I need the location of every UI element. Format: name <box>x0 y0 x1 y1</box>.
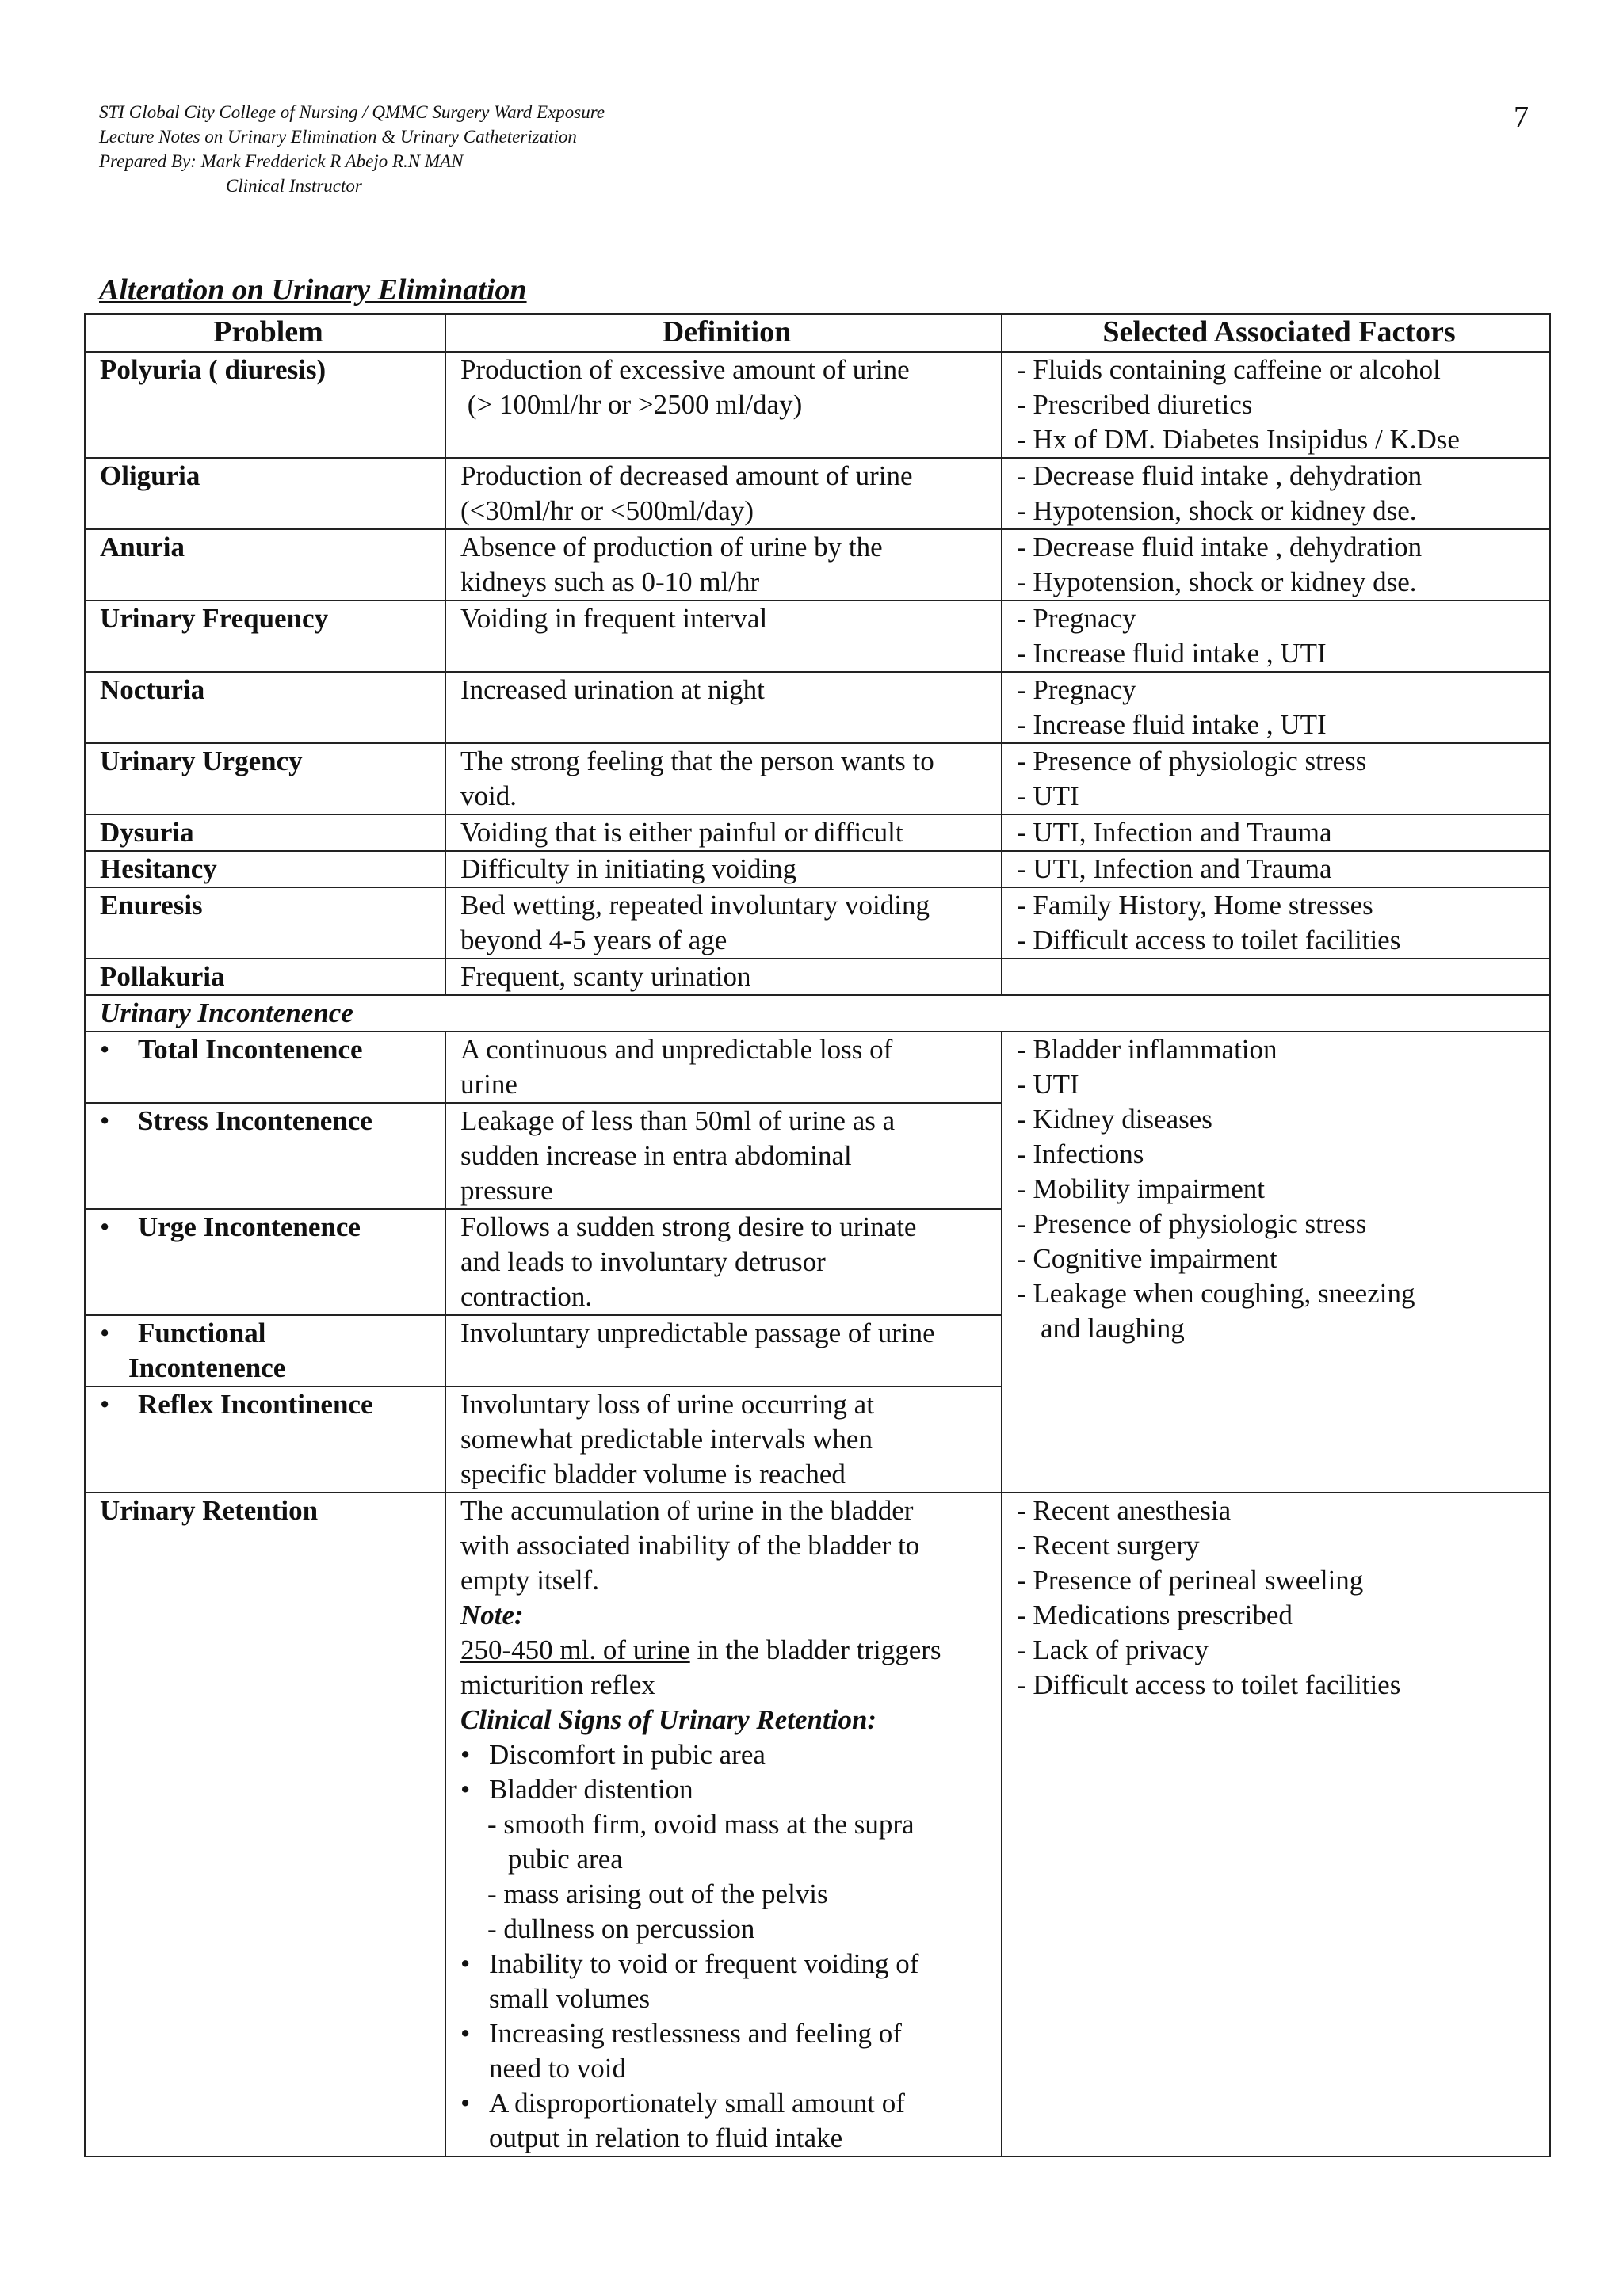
table-row <box>85 995 1550 1032</box>
problem-cell: Dysuria <box>85 814 445 851</box>
definition-line: (> 100ml/hr or >2500 ml/day) <box>460 389 803 420</box>
sign-text: Discomfort in pubic area <box>489 1739 766 1770</box>
definition-line: sudden increase in entra abdominal <box>460 1140 852 1171</box>
factor-line: - Fluids containing caffeine or alcohol <box>1017 354 1441 385</box>
sign-subline: - mass arising out of the pelvis <box>487 1878 828 1909</box>
sign-subline: - smooth firm, ovoid mass at the supra <box>487 1809 915 1840</box>
problem-cell: Polyuria ( diuresis) <box>85 352 445 458</box>
sign-text: output in relation to fluid intake <box>489 2122 843 2153</box>
table-row <box>85 1032 1550 1103</box>
sign-subline: pubic area <box>508 1844 623 1875</box>
problem-cell <box>85 1032 445 1103</box>
problem-cell <box>85 1386 445 1493</box>
definition-line: somewhat predictable intervals when <box>460 1424 873 1455</box>
factor-line: - Recent surgery <box>1017 1530 1200 1561</box>
definition-cell <box>445 887 1002 959</box>
sign-item <box>460 1772 993 1807</box>
definition-cell <box>445 458 1002 529</box>
factor-line: - UTI <box>1017 1069 1079 1100</box>
factor-line: - Hypotension, shock or kidney dse. <box>1017 495 1417 526</box>
problem-cell: Anuria <box>85 529 445 601</box>
table-row <box>85 887 1550 959</box>
factor-line: - Leakage when coughing, sneezing <box>1017 1278 1415 1309</box>
factor-line: - Medications prescribed <box>1017 1600 1293 1630</box>
table-row <box>85 851 1550 887</box>
sign-text: Inability to void or frequent voiding of <box>489 1948 919 1979</box>
signs-title: Clinical Signs of Urinary Retention: <box>460 1704 877 1735</box>
definition-cell <box>445 352 1002 458</box>
note-rest: in the bladder triggers <box>689 1634 941 1665</box>
table-row <box>85 1493 1550 2157</box>
problem-cell: Pollakuria <box>85 959 445 995</box>
problem-label: Incontenence <box>128 1352 286 1383</box>
factors-cell <box>1002 959 1550 995</box>
factor-line: - Lack of privacy <box>1017 1634 1209 1665</box>
factor-line: - Difficult access to toilet facilities <box>1017 1669 1401 1700</box>
definition-line: pressure <box>460 1175 553 1206</box>
definition-line: The accumulation of urine in the bladder <box>460 1495 914 1526</box>
factor-line: - Cognitive impairment <box>1017 1243 1277 1274</box>
sign-text: A disproportionately small amount of <box>489 2088 905 2119</box>
note-label: Note: <box>460 1600 524 1630</box>
table-header-row <box>85 314 1550 352</box>
sign-item <box>460 2016 993 2051</box>
problem-cell <box>85 1103 445 1209</box>
definition-cell <box>445 814 1002 851</box>
definition-cell <box>445 851 1002 887</box>
definition-line: The strong feeling that the person wants to <box>460 746 934 776</box>
factor-line: - Decrease fluid intake , dehydration <box>1017 532 1423 563</box>
table-row <box>85 352 1550 458</box>
definition-line: Voiding that is either painful or difficult <box>460 817 903 848</box>
definition-line: and leads to involuntary detrusor <box>460 1246 826 1277</box>
definition-cell <box>445 743 1002 814</box>
factor-line: - Presence of perineal sweeling <box>1017 1565 1364 1596</box>
factors-cell <box>1002 601 1550 672</box>
table-row <box>85 601 1550 672</box>
definition-cell <box>445 959 1002 995</box>
sign-item <box>460 1737 993 1772</box>
factor-line: - Decrease fluid intake , dehydration <box>1017 460 1423 491</box>
definition-line: specific bladder volume is reached <box>460 1459 846 1489</box>
bullet-icon: • <box>100 1105 110 1136</box>
factors-cell <box>1002 1493 1550 2157</box>
factor-line: - Hx of DM. Diabetes Insipidus / K.Dse <box>1017 424 1460 455</box>
definition-line: Production of decreased amount of urine <box>460 460 913 491</box>
bullet-icon: • <box>460 1739 471 1770</box>
header-line: Prepared By: Mark Fredderick R Abejo R.N MAN <box>99 151 464 171</box>
problem-cell: Urinary Frequency <box>85 601 445 672</box>
definition-line: Increased urination at night <box>460 674 765 705</box>
sign-item <box>460 2086 993 2121</box>
note-line: micturition reflex <box>460 1669 655 1700</box>
factor-line: - Pregnacy <box>1017 674 1136 705</box>
problem-label: Urge Incontenence <box>138 1211 361 1242</box>
definition-cell <box>445 529 1002 601</box>
urinary-alteration-table <box>84 313 1551 2157</box>
factors-cell <box>1002 887 1550 959</box>
column-header: Definition <box>445 314 1002 352</box>
factor-line: - Infections <box>1017 1138 1144 1169</box>
definition-line: Absence of production of urine by the <box>460 532 883 563</box>
factor-line: - UTI, Infection and Trauma <box>1017 853 1332 884</box>
problem-label: Total Incontenence <box>138 1034 363 1065</box>
definition-line: void. <box>460 780 517 811</box>
header-line: Clinical Instructor <box>226 176 362 196</box>
definition-line: Involuntary unpredictable passage of urine <box>460 1318 935 1348</box>
column-header: Problem <box>85 314 445 352</box>
problem-cell: Urinary Urgency <box>85 743 445 814</box>
factors-cell <box>1002 672 1550 743</box>
table-row <box>85 743 1550 814</box>
bullet-icon: • <box>460 1774 471 1805</box>
factor-line: - Mobility impairment <box>1017 1173 1266 1204</box>
sign-subline: - dullness on percussion <box>487 1913 755 1944</box>
factors-cell <box>1002 529 1550 601</box>
table-row <box>85 672 1550 743</box>
table-row <box>85 458 1550 529</box>
definition-line: kidneys such as 0-10 ml/hr <box>460 566 760 597</box>
bullet-icon: • <box>460 1948 471 1979</box>
table-row <box>85 959 1550 995</box>
column-header: Selected Associated Factors <box>1002 314 1550 352</box>
problem-cell <box>85 1315 445 1386</box>
table-row <box>85 814 1550 851</box>
definition-line: beyond 4-5 years of age <box>460 925 727 955</box>
definition-cell <box>445 672 1002 743</box>
factors-cell <box>1002 458 1550 529</box>
bullet-icon: • <box>100 1034 110 1065</box>
bullet-icon: • <box>460 2088 471 2119</box>
sign-text: need to void <box>489 2053 627 2084</box>
definition-line: Difficulty in initiating voiding <box>460 853 797 884</box>
factor-line: - Hypotension, shock or kidney dse. <box>1017 566 1417 597</box>
problem-cell: Urinary Retention <box>85 1493 445 2157</box>
factors-cell <box>1002 743 1550 814</box>
definition-line: Involuntary loss of urine occurring at <box>460 1389 874 1420</box>
factor-line: - Difficult access to toilet facilities <box>1017 925 1401 955</box>
definition-line: with associated inability of the bladder to <box>460 1530 920 1561</box>
factors-cell <box>1002 814 1550 851</box>
factor-line: - Presence of physiologic stress <box>1017 1208 1367 1239</box>
header-line: Lecture Notes on Urinary Elimination & Urinary Catheterization <box>99 127 577 147</box>
page-number: 7 <box>1514 101 1529 134</box>
factor-line: - Pregnacy <box>1017 603 1136 634</box>
bullet-icon: • <box>460 2018 471 2049</box>
document-header <box>99 100 605 198</box>
bullet-icon: • <box>100 1389 110 1420</box>
factor-line: - Increase fluid intake , UTI <box>1017 638 1327 669</box>
factors-cell <box>1002 1032 1550 1493</box>
factor-line: - Kidney diseases <box>1017 1104 1212 1135</box>
factor-line: - UTI, Infection and Trauma <box>1017 817 1332 848</box>
factor-line: - Increase fluid intake , UTI <box>1017 709 1327 740</box>
definition-cell <box>445 1315 1002 1386</box>
factor-line: - Presence of physiologic stress <box>1017 746 1367 776</box>
note-underlined: 250-450 ml. of urine <box>460 1634 690 1665</box>
definition-line: Production of excessive amount of urine <box>460 354 910 385</box>
definition-line: empty itself. <box>460 1565 599 1596</box>
problem-cell: Nocturia <box>85 672 445 743</box>
factors-cell <box>1002 352 1550 458</box>
definition-line: Voiding in frequent interval <box>460 603 768 634</box>
definition-line: Bed wetting, repeated involuntary voiding <box>460 890 930 921</box>
definition-line: Leakage of less than 50ml of urine as a <box>460 1105 896 1136</box>
header-line: STI Global City College of Nursing / QMMC Surgery Ward Exposure <box>99 102 605 122</box>
definition-cell <box>445 1032 1002 1103</box>
sign-text: Increasing restlessness and feeling of <box>489 2018 902 2049</box>
problem-cell: Hesitancy <box>85 851 445 887</box>
problem-label: Stress Incontenence <box>138 1105 372 1136</box>
bullet-icon: • <box>100 1211 110 1242</box>
definition-line: contraction. <box>460 1281 593 1312</box>
problem-cell: Oliguria <box>85 458 445 529</box>
definition-cell <box>445 1103 1002 1209</box>
definition-cell <box>445 1386 1002 1493</box>
factor-line: - Bladder inflammation <box>1017 1034 1277 1065</box>
factor-line: - UTI <box>1017 780 1079 811</box>
definition-line: (<30ml/hr or <500ml/day) <box>460 495 754 526</box>
problem-cell <box>85 1209 445 1315</box>
definition-line: Follows a sudden strong desire to urinate <box>460 1211 917 1242</box>
sign-text: Bladder distention <box>489 1774 693 1805</box>
definition-line: Frequent, scanty urination <box>460 961 751 992</box>
definition-line: A continuous and unpredictable loss of <box>460 1034 893 1065</box>
factor-line: - Family History, Home stresses <box>1017 890 1373 921</box>
factor-line: - Recent anesthesia <box>1017 1495 1232 1526</box>
factor-line: and laughing <box>1041 1313 1185 1344</box>
sign-text: small volumes <box>489 1983 651 2014</box>
factor-line: - Prescribed diuretics <box>1017 389 1253 420</box>
bullet-icon: • <box>100 1318 110 1348</box>
problem-cell: Enuresis <box>85 887 445 959</box>
definition-cell <box>445 1493 1002 2157</box>
section-title: Alteration on Urinary Elimination <box>99 273 527 307</box>
definition-line: urine <box>460 1069 517 1100</box>
problem-label: Functional <box>138 1318 266 1348</box>
note-line <box>460 1633 993 1668</box>
table-row <box>85 529 1550 601</box>
factors-cell <box>1002 851 1550 887</box>
definition-cell <box>445 1209 1002 1315</box>
incontinence-heading: Urinary Incontenence <box>85 995 1550 1032</box>
definition-cell <box>445 601 1002 672</box>
problem-label: Reflex Incontinence <box>138 1389 373 1420</box>
sign-item <box>460 1947 993 1981</box>
